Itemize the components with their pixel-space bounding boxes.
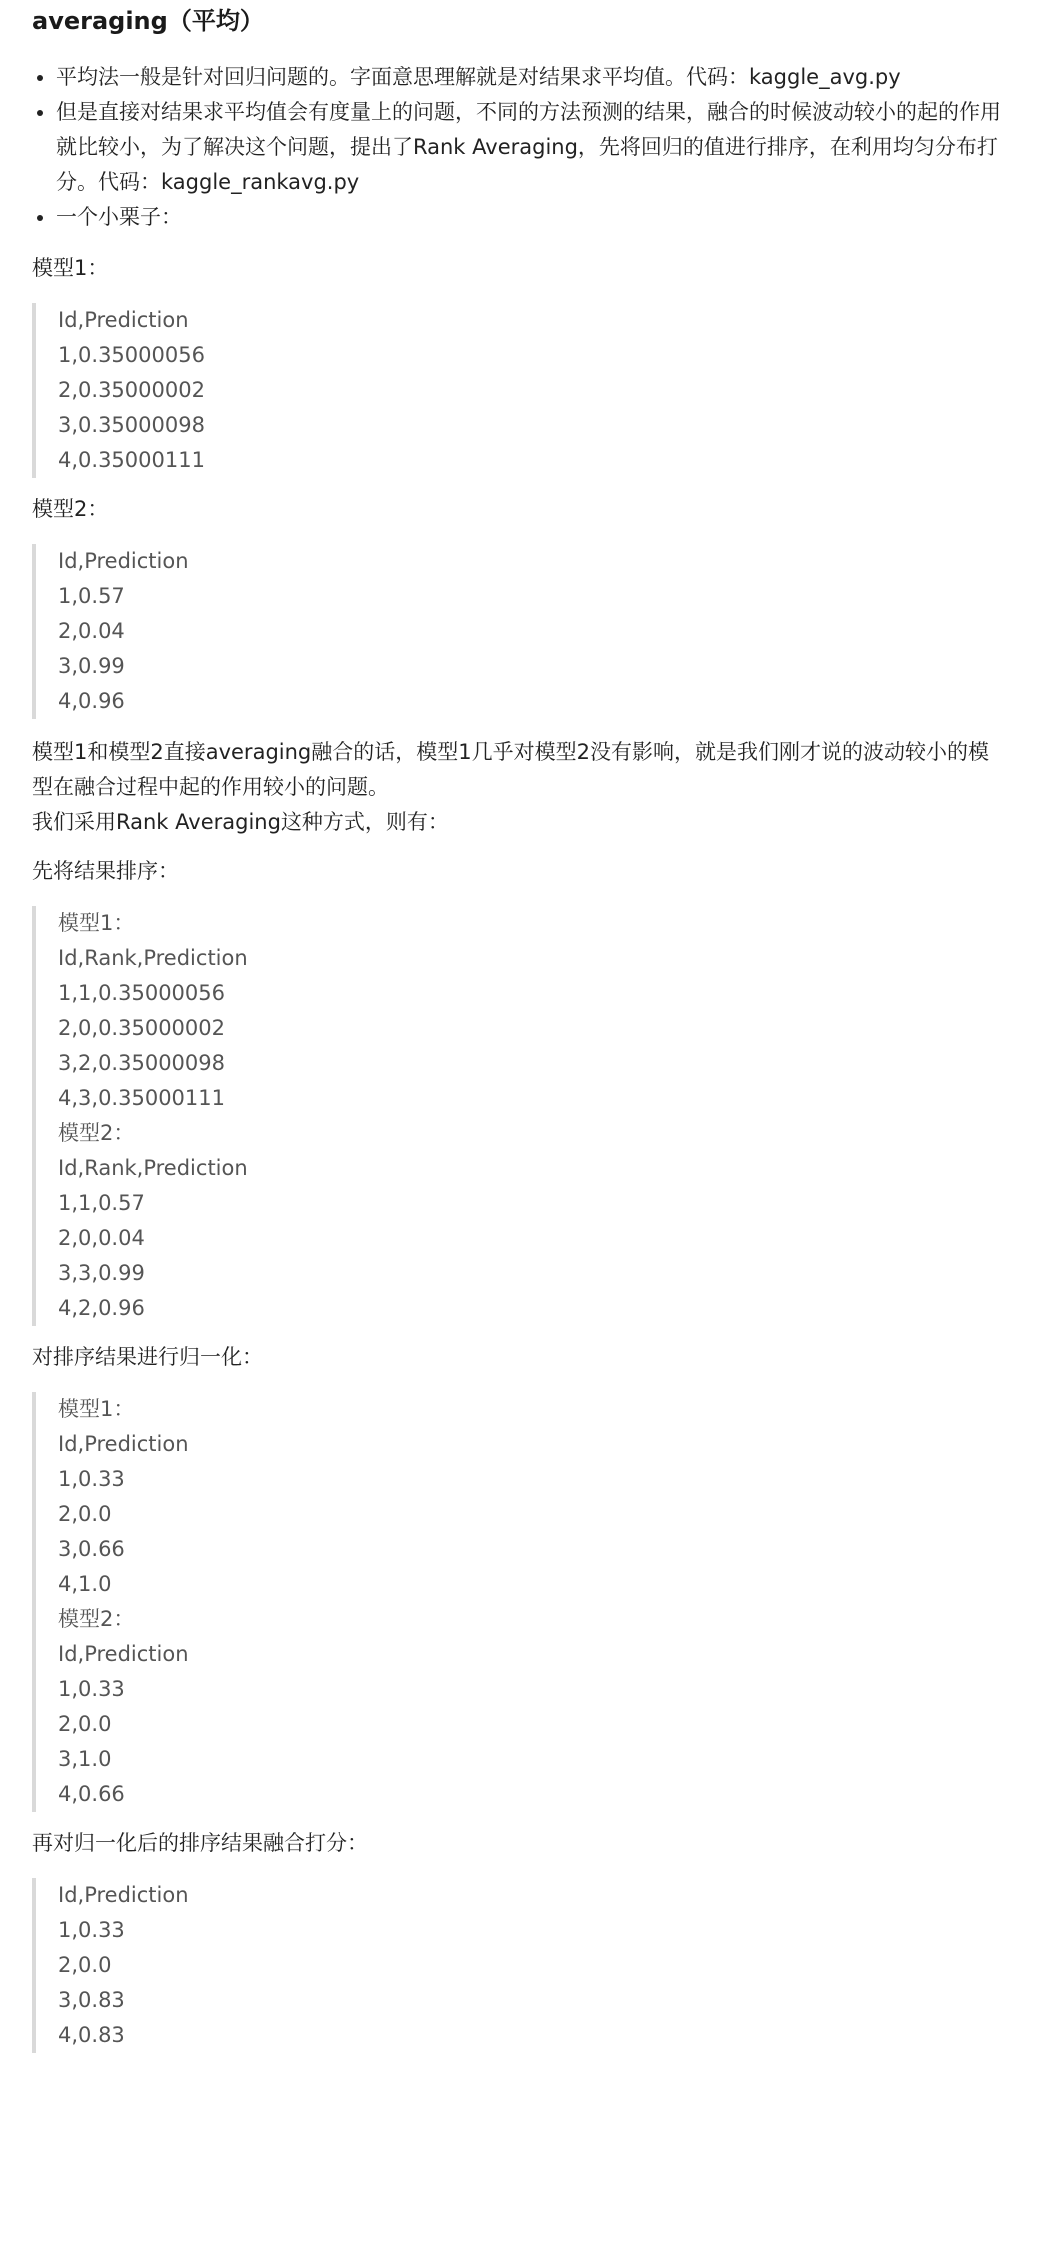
- quote-line: 3,3,0.99: [58, 1261, 145, 1285]
- sort-label: 先将结果排序：: [32, 859, 179, 883]
- quote-line: 1,1,0.57: [58, 1191, 145, 1215]
- quote-line: 3,0.35000098: [58, 413, 205, 437]
- explanation-paragraph: 我们采用Rank Averaging这种方式，则有：: [32, 810, 449, 834]
- quote-line: Id,Prediction: [58, 1432, 189, 1456]
- section-title: averaging（平均）: [32, 7, 264, 35]
- blockquote-normalized: [32, 1392, 1023, 1812]
- quote-line: 3,2,0.35000098: [58, 1051, 225, 1075]
- quote-line: 4,0.83: [58, 2023, 125, 2047]
- article: [0, 4, 1055, 2257]
- blockquote-sorted: [32, 906, 1023, 1326]
- explanation-paragraph: 模型1和模型2直接averaging融合的话，模型1几乎对模型2没有影响，就是我们刚才说的波动较小的模型在融合过程中起的作用较小的问题。: [32, 740, 989, 799]
- quote-line: 3,0.99: [58, 654, 125, 678]
- fuse-label: 再对归一化后的排序结果融合打分：: [32, 1831, 368, 1855]
- quote-line: 1,0.33: [58, 1467, 125, 1491]
- quote-line: 2,0,0.04: [58, 1226, 145, 1250]
- quote-line: 4,0.66: [58, 1782, 125, 1806]
- quote-line: 模型2：: [58, 1607, 135, 1631]
- quote-line: 3,0.83: [58, 1988, 125, 2012]
- quote-line: 2,0.0: [58, 1712, 112, 1736]
- quote-line: 1,0.35000056: [58, 343, 205, 367]
- quote-line: 2,0.0: [58, 1502, 112, 1526]
- quote-line: 4,2,0.96: [58, 1296, 145, 1320]
- blockquote-model1: [32, 303, 1023, 478]
- quote-line: 2,0,0.35000002: [58, 1016, 225, 1040]
- quote-line: 1,0.57: [58, 584, 125, 608]
- blockquote-model2: [32, 544, 1023, 719]
- quote-line: 3,0.66: [58, 1537, 125, 1561]
- quote-line: Id,Prediction: [58, 549, 189, 573]
- explanation: [32, 735, 1023, 840]
- model2-label: 模型2：: [32, 497, 109, 521]
- quote-line: Id,Rank,Prediction: [58, 946, 248, 970]
- quote-line: 4,0.96: [58, 689, 125, 713]
- bullet-item: 一个小栗子：: [32, 200, 1016, 235]
- quote-line: 1,0.33: [58, 1918, 125, 1942]
- quote-line: 1,0.33: [58, 1677, 125, 1701]
- bullet-item: 平均法一般是针对回归问题的。字面意思理解就是对结果求平均值。代码：kaggle_avg.py: [32, 60, 1016, 95]
- quote-line: Id,Prediction: [58, 1642, 189, 1666]
- quote-line: 4,0.35000111: [58, 448, 205, 472]
- quote-line: Id,Rank,Prediction: [58, 1156, 248, 1180]
- blockquote-fused: [32, 1878, 1023, 2053]
- bullet-list: [32, 60, 1023, 235]
- quote-line: 模型1：: [58, 1397, 135, 1421]
- quote-line: 4,1.0: [58, 1572, 112, 1596]
- normalize-label: 对排序结果进行归一化：: [32, 1345, 263, 1369]
- bullet-item: 但是直接对结果求平均值会有度量上的问题，不同的方法预测的结果，融合的时候波动较小的起的作用就比较小，为了解决这个问题，提出了Rank Averaging，先将回归的值进行排序，在利用均匀分布打分。代码：kaggle_rankavg.py: [32, 95, 1016, 200]
- quote-line: 模型1：: [58, 911, 135, 935]
- quote-line: 2,0.35000002: [58, 378, 205, 402]
- quote-line: 1,1,0.35000056: [58, 981, 225, 1005]
- model1-label: 模型1：: [32, 256, 109, 280]
- quote-line: 2,0.04: [58, 619, 125, 643]
- quote-line: Id,Prediction: [58, 308, 189, 332]
- quote-line: 模型2：: [58, 1121, 135, 1145]
- quote-line: 4,3,0.35000111: [58, 1086, 225, 1110]
- quote-line: Id,Prediction: [58, 1883, 189, 1907]
- quote-line: 3,1.0: [58, 1747, 112, 1771]
- quote-line: 2,0.0: [58, 1953, 112, 1977]
